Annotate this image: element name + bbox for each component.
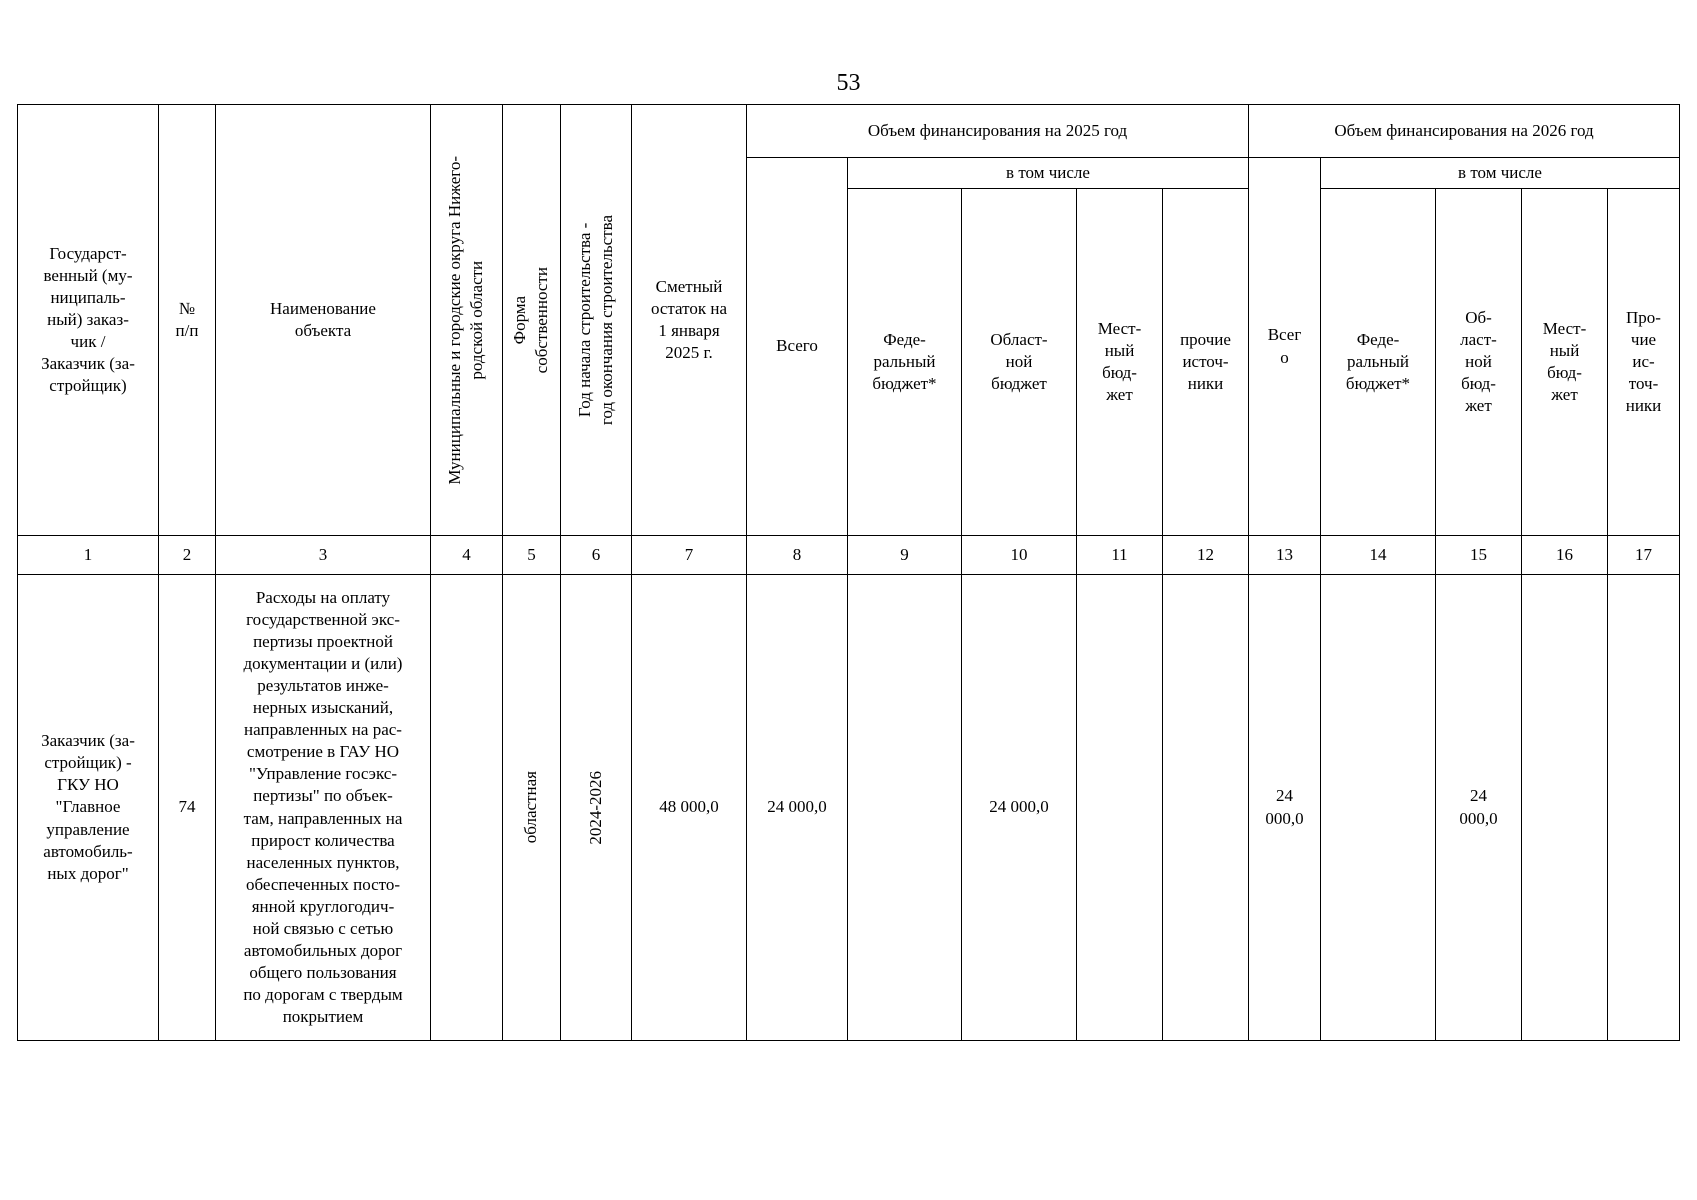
column-number: 8 bbox=[747, 536, 848, 575]
row-object-name: Расходы на оплату государственной экс- пертизы проектной документации и (или) результатов инже- нерных изысканий, направленных на рас- смотрение в ГАУ НО "Управление госэкс- пертизы" по объек- там, направленных на прирост количества населенных пунктов, обеспеченных посто- янной круглогодич- ной связью с сетью автомобильных дорог общего пользования по дорогам с твердым покрытием bbox=[216, 575, 431, 1041]
header-number: № п/п bbox=[159, 105, 216, 536]
column-number: 10 bbox=[962, 536, 1077, 575]
header-regional-2025: Област- ной бюджет bbox=[962, 189, 1077, 536]
header-local-2026: Мест- ный бюд- жет bbox=[1522, 189, 1608, 536]
header-estimate: Сметный остаток на 1 января 2025 г. bbox=[632, 105, 747, 536]
column-number: 3 bbox=[216, 536, 431, 575]
column-number-row bbox=[18, 536, 1680, 575]
header-municipalities bbox=[431, 105, 503, 536]
table-row bbox=[18, 575, 1680, 1041]
row-local-2025 bbox=[1077, 575, 1163, 1041]
column-number: 9 bbox=[848, 536, 962, 575]
row-regional-2025: 24 000,0 bbox=[962, 575, 1077, 1041]
header-federal-2026: Феде- ральный бюджет* bbox=[1321, 189, 1436, 536]
header-including-2025: в том числе bbox=[848, 158, 1249, 189]
row-other-2026 bbox=[1608, 575, 1680, 1041]
row-customer: Заказчик (за- стройщик) - ГКУ НО "Главное управление автомобиль- ных дорог" bbox=[18, 575, 159, 1041]
funding-table bbox=[17, 104, 1680, 1041]
column-number: 17 bbox=[1608, 536, 1680, 575]
header-local-2025: Мест- ный бюд- жет bbox=[1077, 189, 1163, 536]
column-number: 11 bbox=[1077, 536, 1163, 575]
row-municipalities bbox=[431, 575, 503, 1041]
header-funding-2026: Объем финансирования на 2026 год bbox=[1249, 105, 1680, 158]
column-number: 14 bbox=[1321, 536, 1436, 575]
header-regional-2026: Об- ласт- ной бюд- жет bbox=[1436, 189, 1522, 536]
header-ownership-text: Форма собственности bbox=[510, 266, 552, 374]
header-customer: Государст- венный (му- ниципаль- ный) заказ- чик / Заказчик (за- стройщик) bbox=[18, 105, 159, 536]
row-estimate: 48 000,0 bbox=[632, 575, 747, 1041]
header-other-2025: прочие источ- ники bbox=[1163, 189, 1249, 536]
row-number: 74 bbox=[159, 575, 216, 1041]
row-ownership-text: областная bbox=[521, 771, 541, 844]
header-ownership bbox=[503, 105, 561, 536]
column-number: 1 bbox=[18, 536, 159, 575]
column-number: 15 bbox=[1436, 536, 1522, 575]
header-total-2025: Всего bbox=[747, 158, 848, 536]
row-total-2026: 24 000,0 bbox=[1249, 575, 1321, 1041]
header-including-2026: в том числе bbox=[1321, 158, 1680, 189]
column-number: 12 bbox=[1163, 536, 1249, 575]
header-years bbox=[561, 105, 632, 536]
row-total-2025: 24 000,0 bbox=[747, 575, 848, 1041]
row-other-2025 bbox=[1163, 575, 1249, 1041]
column-number: 7 bbox=[632, 536, 747, 575]
column-number: 4 bbox=[431, 536, 503, 575]
header-federal-2025: Феде- ральный бюджет* bbox=[848, 189, 962, 536]
row-years-text: 2024-2026 bbox=[585, 770, 605, 845]
header-other-2026: Про- чие ис- точ- ники bbox=[1608, 189, 1680, 536]
row-federal-2025 bbox=[848, 575, 962, 1041]
row-local-2026 bbox=[1522, 575, 1608, 1041]
row-federal-2026 bbox=[1321, 575, 1436, 1041]
row-ownership bbox=[503, 575, 561, 1041]
header-total-2026: Всег о bbox=[1249, 158, 1321, 536]
header-years-text: Год начала строительства - год окончания строительства bbox=[574, 214, 616, 426]
column-number: 5 bbox=[503, 536, 561, 575]
column-number: 16 bbox=[1522, 536, 1608, 575]
header-row-1 bbox=[18, 105, 1680, 158]
row-regional-2026: 24 000,0 bbox=[1436, 575, 1522, 1041]
header-municipalities-text: Муниципальные и городские округа Нижего- родской области bbox=[445, 155, 487, 485]
column-number: 6 bbox=[561, 536, 632, 575]
column-number: 2 bbox=[159, 536, 216, 575]
row-years bbox=[561, 575, 632, 1041]
header-funding-2025: Объем финансирования на 2025 год bbox=[747, 105, 1249, 158]
page-number: 53 bbox=[836, 70, 861, 96]
column-number: 13 bbox=[1249, 536, 1321, 575]
header-object-name: Наименование объекта bbox=[216, 105, 431, 536]
